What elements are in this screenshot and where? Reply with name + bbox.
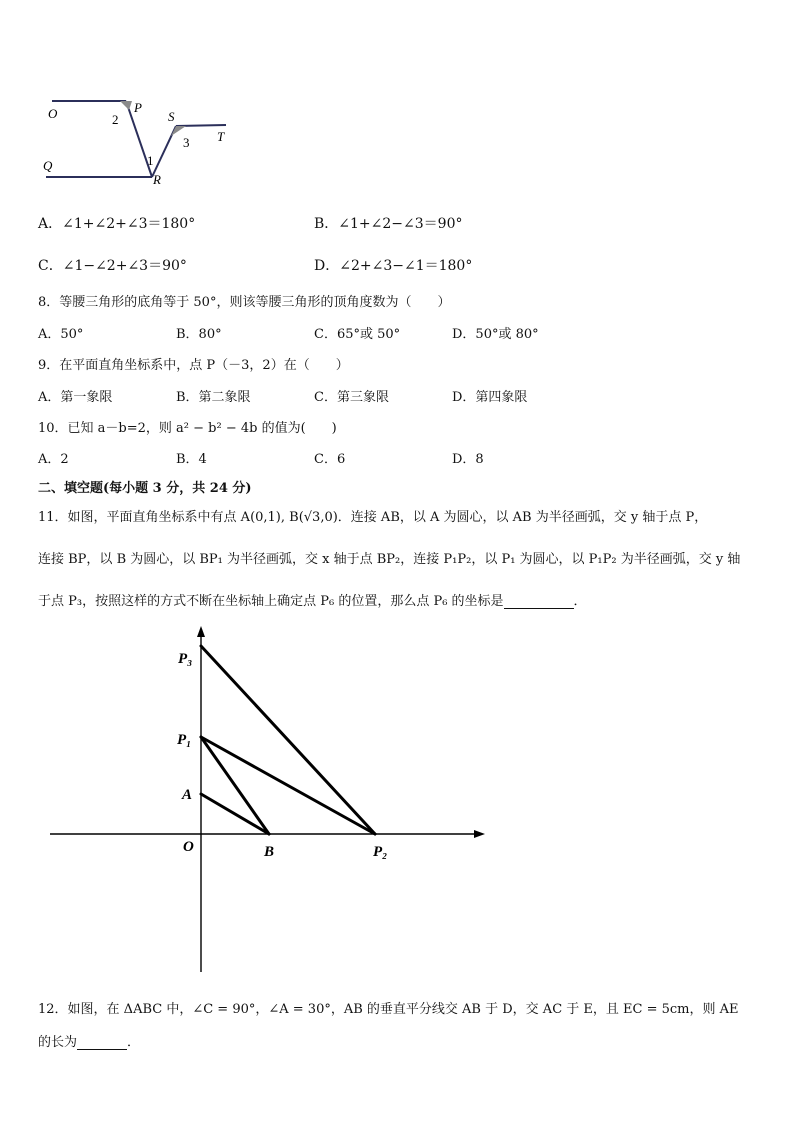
q7-option-b: B．∠1+∠2−∠3＝90° xyxy=(314,216,463,232)
fig1-label-P: P xyxy=(134,100,142,115)
q12-line-2 xyxy=(38,1031,140,1050)
q12-line-2-text: 的长为 xyxy=(38,1035,78,1050)
q12-line-1: 12．如图，在 ΔABC 中，∠C = 90°，∠A = 30°，AB 的垂直平分线交 AB 于 D，交 AC 于 E，且 EC = 5cm，则 AE xyxy=(38,1002,739,1017)
fig1-label-1: 1 xyxy=(147,153,154,168)
angle-figure xyxy=(40,92,240,192)
q9-option-b: B．第二象限 xyxy=(176,390,251,405)
q11-line-2: 连接 BP，以 B 为圆心，以 BP₁ 为半径画弧，交 x 轴于点 BP₂，连接 P₁P₂，以 P₁ 为圆心，以 P₁P₂ 为半径画弧，交 y 轴 xyxy=(38,552,741,567)
q11-line-1: 11．如图，平面直角坐标系中有点 A(0,1), B(√3,0)．连接 AB，以 A 为圆心，以 AB 为半径画弧，交 y 轴于点 P， xyxy=(38,510,708,525)
q10-option-a: A．2 xyxy=(38,452,69,467)
q12-answer-blank[interactable] xyxy=(77,1035,127,1050)
fig2-label-B: B xyxy=(264,844,275,860)
coordinate-figure xyxy=(40,622,500,982)
fig1-label-Q: Q xyxy=(43,158,53,173)
q10-stem: 10．已知 a－b=2，则 a² − b² − 4b 的值为( ) xyxy=(38,421,337,436)
q11-line-3 xyxy=(38,590,587,609)
q10-option-b: B．4 xyxy=(176,452,207,467)
section-heading: 二、填空题(每小题 3 分，共 24 分) xyxy=(38,481,252,496)
q8-stem: 8．等腰三角形的底角等于 50°，则该等腰三角形的顶角度数为（ ） xyxy=(38,295,451,310)
fig2-label-P1: P₁ xyxy=(177,732,192,748)
q10-option-c: C．6 xyxy=(314,452,346,467)
q7-option-d: D．∠2+∠3−∠1＝180° xyxy=(314,258,473,274)
fig2-label-P2: P₂ xyxy=(373,844,388,860)
fig1-label-3: 3 xyxy=(183,135,190,150)
q8-option-d: D．50°或 80° xyxy=(452,327,539,342)
fig2-label-P3: P₃ xyxy=(178,651,193,667)
q11-line-3-end: ． xyxy=(573,594,587,609)
q7-option-a: A．∠1+∠2+∠3＝180° xyxy=(38,216,196,232)
q9-stem: 9．在平面直角坐标系中，点 P（－3，2）在（ ） xyxy=(38,358,349,373)
q9-option-d: D．第四象限 xyxy=(452,390,528,405)
fig1-label-2: 2 xyxy=(112,112,119,127)
q7-option-c: C．∠1−∠2+∠3＝90° xyxy=(38,258,187,274)
fig1-label-S: S xyxy=(168,109,175,124)
q9-option-c: C．第三象限 xyxy=(314,390,389,405)
q12-line-2-end: ． xyxy=(127,1035,141,1050)
q8-option-a: A．50° xyxy=(38,327,84,342)
q8-option-b: B．80° xyxy=(176,327,222,342)
fig1-label-O: O xyxy=(48,106,58,121)
q8-option-c: C．65°或 50° xyxy=(314,327,401,342)
q11-answer-blank[interactable] xyxy=(504,594,574,609)
fig2-label-A: A xyxy=(182,787,193,803)
fig1-label-T: T xyxy=(217,129,225,144)
fig1-label-R: R xyxy=(153,172,161,187)
q10-option-d: D．8 xyxy=(452,452,484,467)
q9-option-a: A．第一象限 xyxy=(38,390,113,405)
fig2-label-O: O xyxy=(183,839,194,855)
q11-line-3-text: 于点 P₃，按照这样的方式不断在坐标轴上确定点 P₆ 的位置，那么点 P₆ 的坐标是 xyxy=(38,594,504,609)
